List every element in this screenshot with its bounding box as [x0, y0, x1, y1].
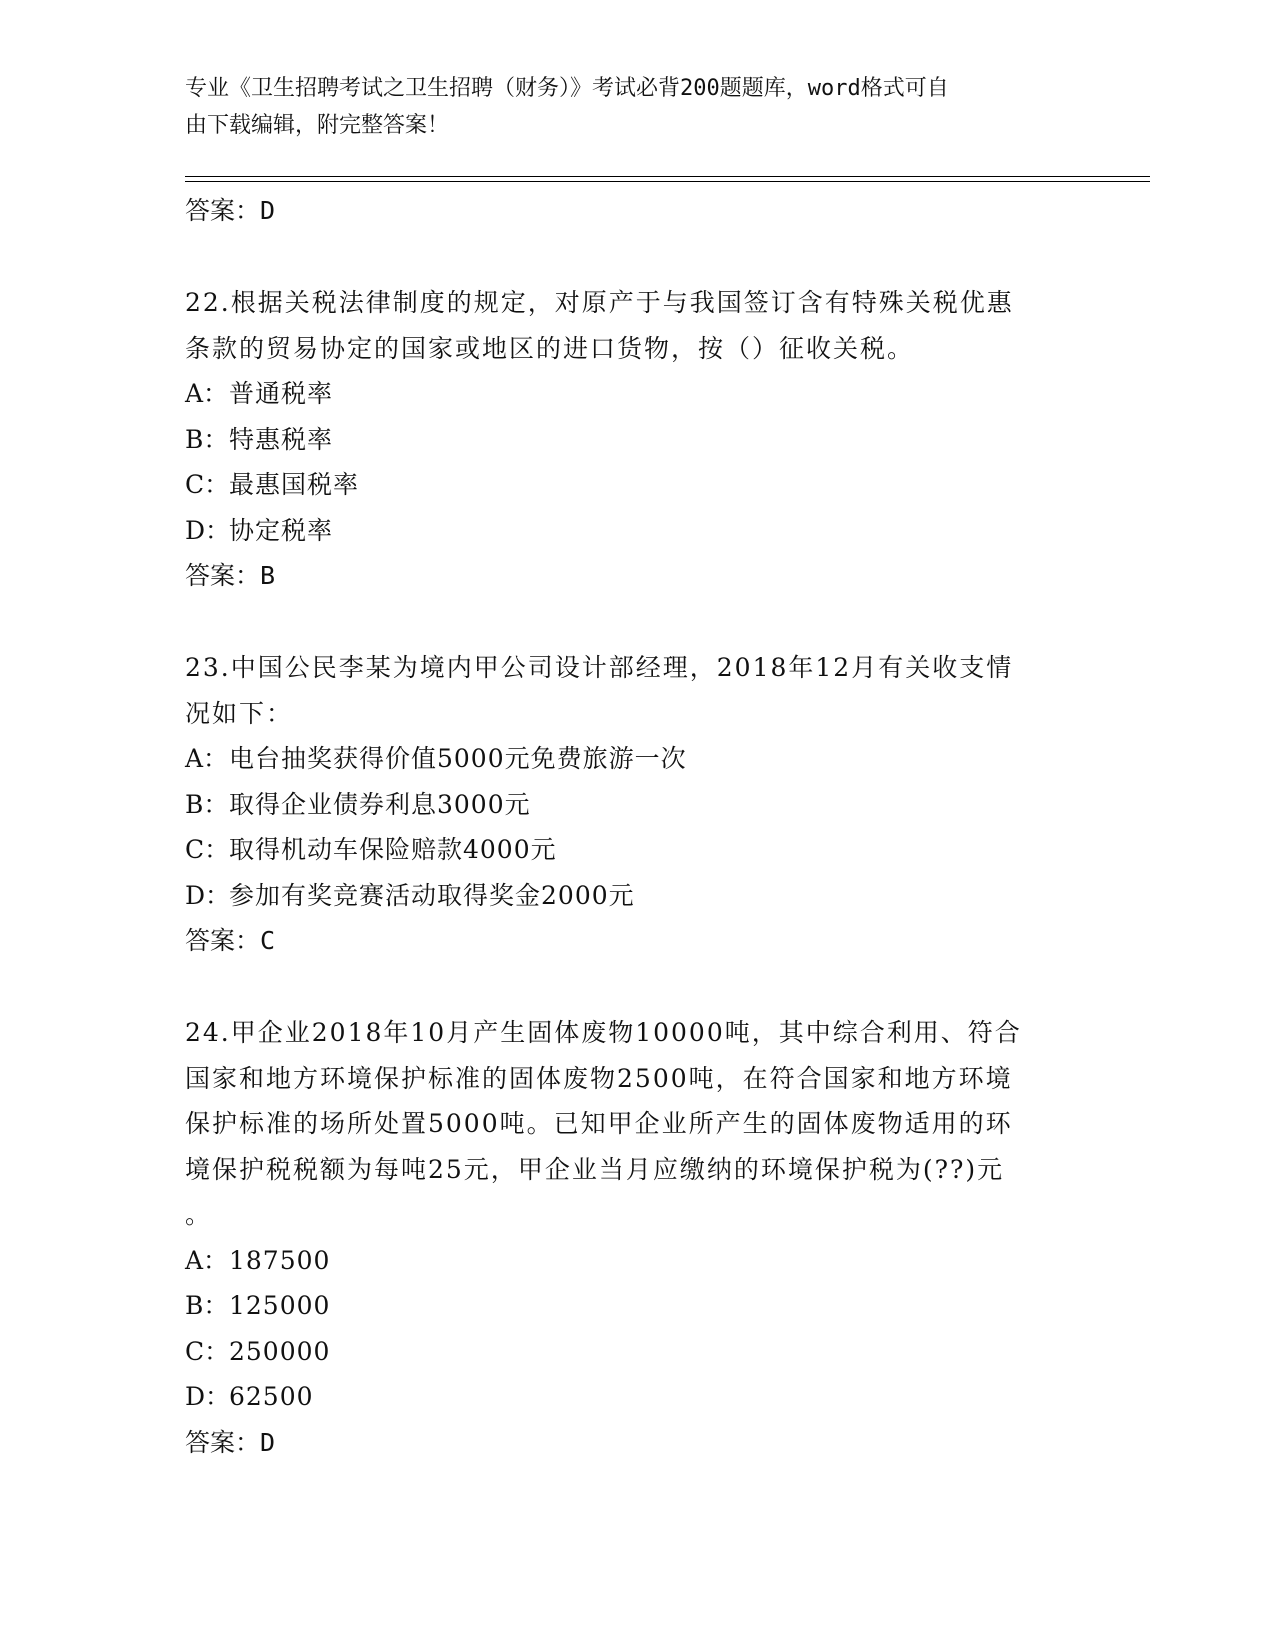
option-text: 取得机动车保险赔款4000元: [229, 835, 557, 864]
question-23: [185, 645, 1085, 963]
option-a: [185, 371, 1085, 417]
option-text: 125000: [229, 1291, 331, 1320]
question-stem-line: 保护标准的场所处置5000吨。已知甲企业所产生的固体废物适用的环: [185, 1109, 1013, 1138]
header-divider-top: [185, 176, 1150, 177]
option-label: A：: [185, 744, 229, 773]
option-text: 电台抽奖获得价值5000元免费旅游一次: [229, 744, 687, 773]
option-label: B：: [185, 1291, 229, 1320]
answer-previous: 答案：D: [185, 196, 276, 225]
option-label: B：: [185, 424, 229, 454]
option-b: [185, 1283, 1085, 1329]
option-text: 协定税率: [229, 515, 334, 545]
header-line-2: 由下载编辑，附完整答案！: [185, 113, 450, 138]
option-c: [185, 1329, 1085, 1375]
option-text: 250000: [229, 1336, 331, 1366]
question-22: [185, 280, 1085, 598]
answer: 答案：B: [185, 561, 276, 590]
option-text: 取得企业债券利息3000元: [229, 789, 531, 819]
option-d: [185, 873, 1085, 919]
option-c: [185, 462, 1085, 508]
option-b: [185, 782, 1085, 828]
option-label: D：: [185, 880, 231, 910]
option-text: 普通税率: [229, 379, 334, 408]
option-c: [185, 827, 1085, 873]
page-header: [185, 70, 1065, 144]
option-label: A：: [185, 1245, 229, 1275]
header-line-1: 专业《卫生招聘考试之卫生招聘（财务）》考试必背200题题库，word格式可自: [185, 76, 949, 101]
option-label: C：: [185, 1336, 230, 1366]
question-stem-line: 22.根据关税法律制度的规定，对原产于与我国签订含有特殊关税优惠: [185, 288, 1014, 317]
option-label: C：: [185, 470, 230, 499]
question-stem-line: 24.甲企业2018年10月产生固体废物10000吨，其中综合利用、符合: [185, 1018, 1022, 1047]
option-label: A：: [185, 379, 229, 408]
option-d: [185, 508, 1085, 554]
document-body: [185, 188, 1085, 1465]
option-b: [185, 417, 1085, 463]
option-d: [185, 1374, 1085, 1420]
option-text: 62500: [229, 1382, 314, 1411]
question-stem-line: 。: [185, 1200, 213, 1229]
option-text: 187500: [229, 1245, 331, 1275]
option-a: [185, 736, 1085, 782]
answer: 答案：D: [185, 1427, 276, 1457]
question-24: [185, 1010, 1085, 1465]
option-label: D：: [185, 1382, 231, 1411]
question-stem-line: 23.中国公民李某为境内甲公司设计部经理，2018年12月有关收支情: [185, 653, 1014, 682]
header-divider-bottom: [185, 181, 1150, 182]
option-text: 参加有奖竞赛活动取得奖金2000元: [229, 880, 635, 910]
option-a: [185, 1238, 1085, 1284]
option-text: 最惠国税率: [229, 470, 360, 499]
question-stem-line: 国家和地方环境保护标准的固体废物2500吨，在符合国家和地方环境: [185, 1063, 1013, 1093]
question-stem-line: 条款的贸易协定的国家或地区的进口货物，按（）征收关税。: [185, 333, 915, 363]
option-label: C：: [185, 835, 230, 864]
option-label: D：: [185, 515, 231, 545]
option-text: 特惠税率: [229, 424, 334, 454]
question-stem-line: 境保护税税额为每吨25元，甲企业当月应缴纳的环境保护税为(??)元: [185, 1154, 1005, 1184]
question-stem-line: 况如下：: [185, 698, 294, 728]
answer: 答案：C: [185, 926, 276, 955]
option-label: B：: [185, 789, 229, 819]
